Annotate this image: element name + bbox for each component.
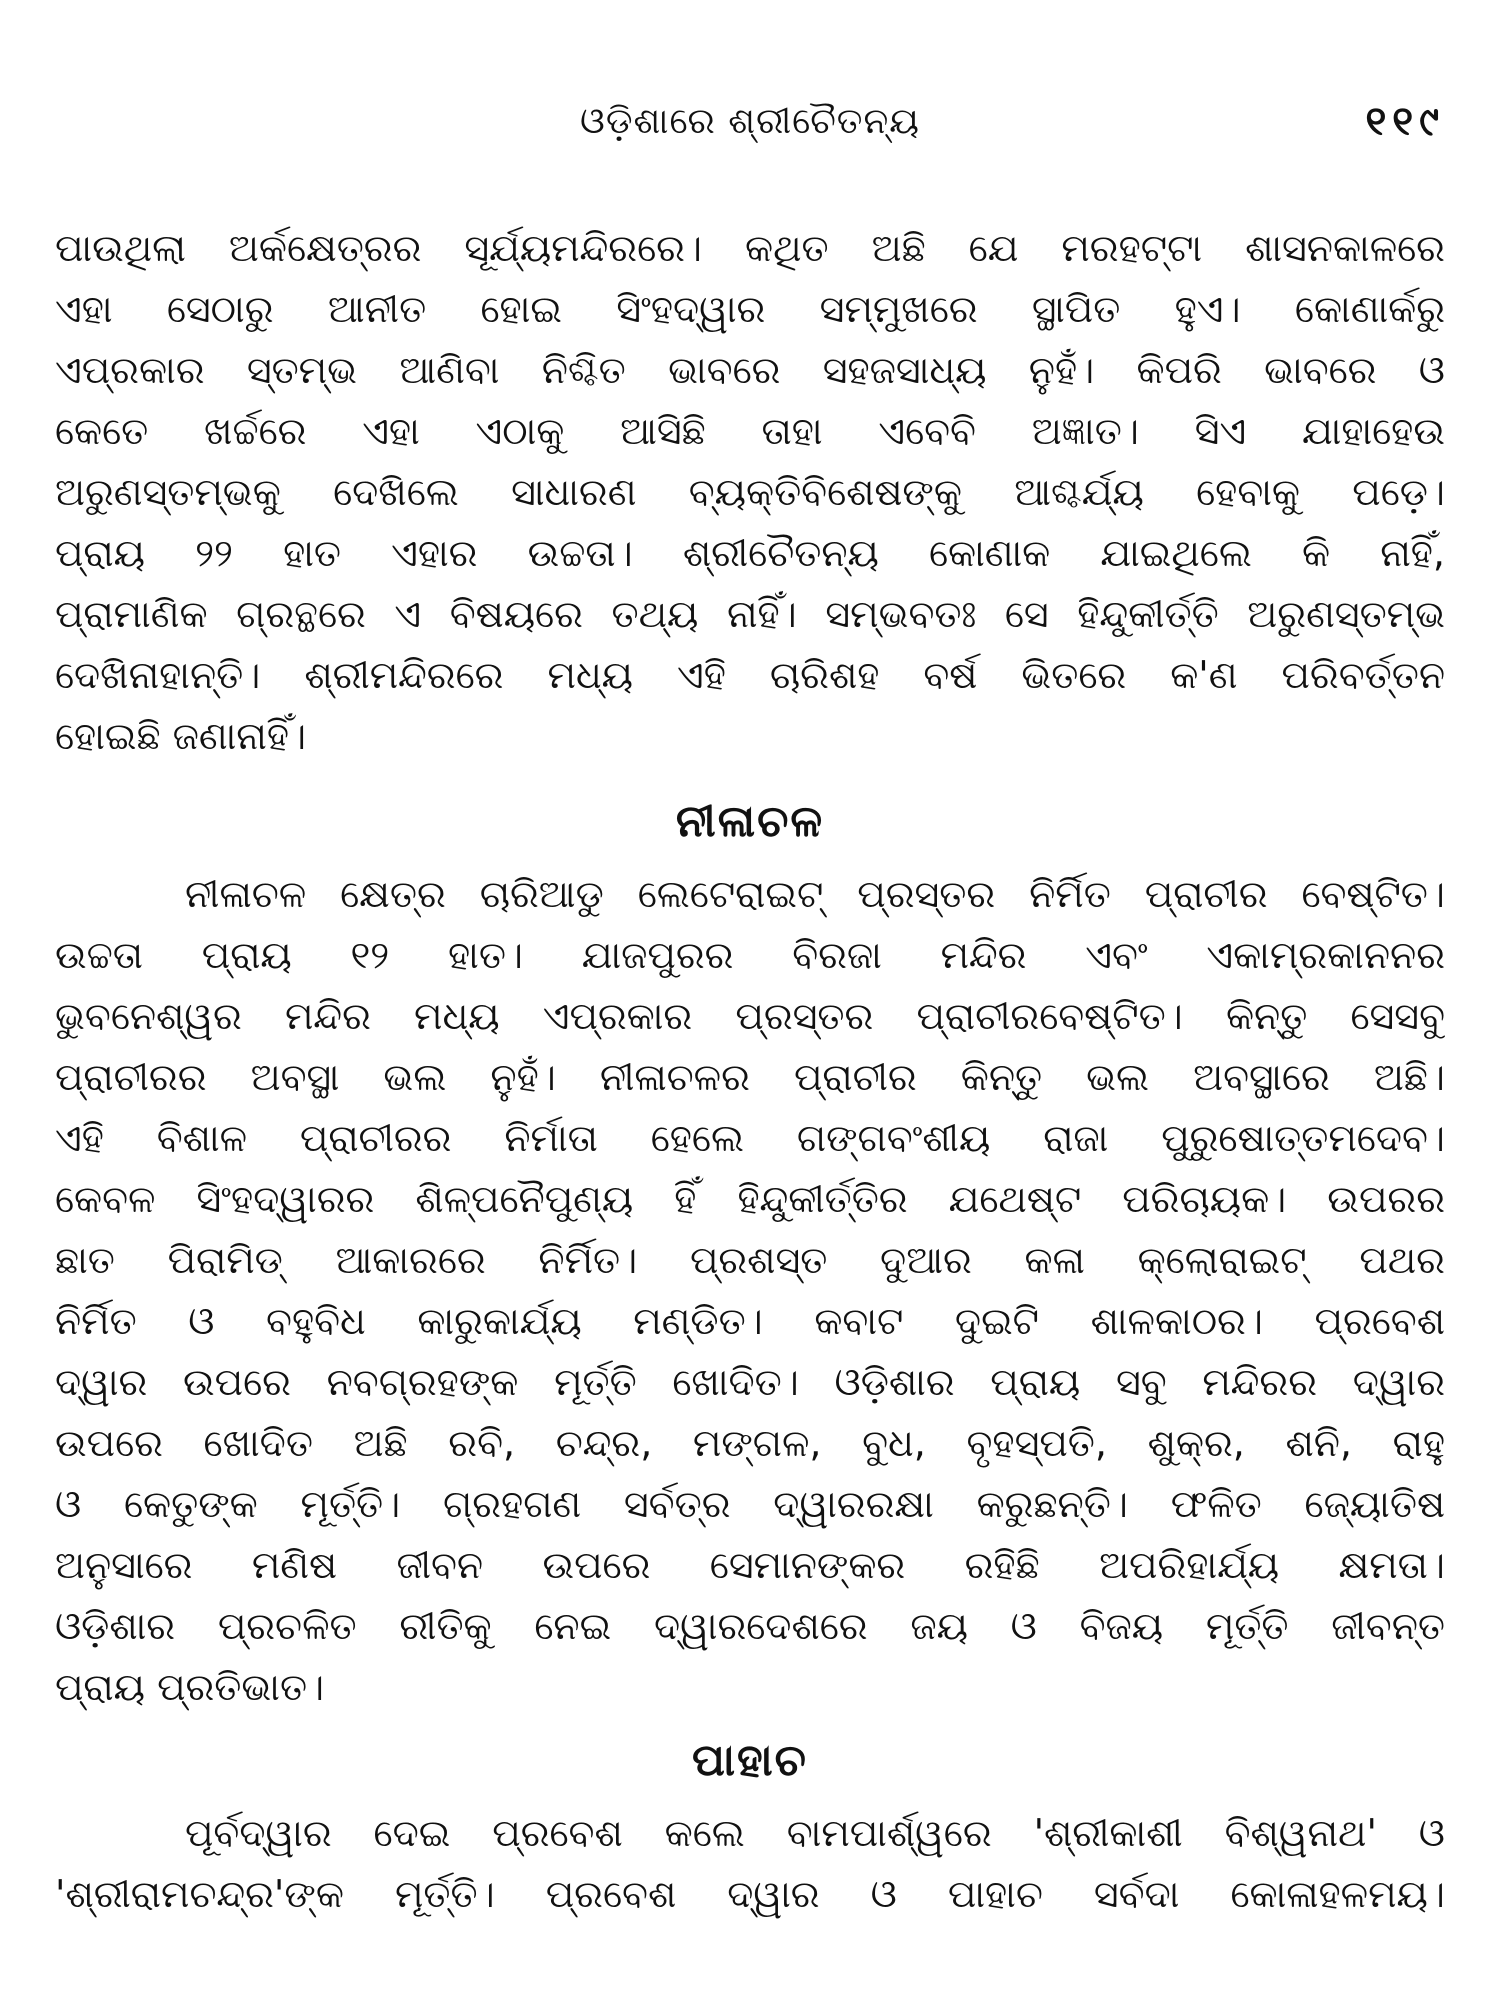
text-line: ନିର୍ମିତ ଓ ବହୁବିଧ କାରୁକାର୍ଯ୍ୟ ମଣ୍ଡିତ। କବାଟ ଦୁଇଟି ଶାଳକାଠର। ପ୍ରବେଶ: [55, 1299, 1445, 1343]
text-line: ଓଡ଼ିଶାର ପ୍ରଚଳିତ ରୀତିକୁ ନେଇ ଦ୍ୱାରଦେଶରେ ଜୟ ଓ ବିଜୟ ମୂର୍ତ୍ତି ଜୀବନ୍ତ: [55, 1604, 1445, 1648]
text-line: ଅରୁଣସ୍ତମ୍ଭକୁ ଦେଖିଲେ ସାଧାରଣ ବ୍ୟକ୍ତିବିଶେଷଙ୍କୁ ଆଶ୍ଚର୍ଯ୍ୟ ହେବାକୁ ପଡ଼େ।: [55, 470, 1445, 514]
text-line: 'ଶ୍ରୀରାମଚନ୍ଦ୍ର'ଙ୍କ ମୂର୍ତ୍ତି। ପ୍ରବେଶ ଦ୍ୱାର ଓ ପାହାଚ ସର୍ବଦା କୋଳାହଳମୟ।: [55, 1872, 1445, 1916]
section-heading-pahacha: ପାହାଚ: [692, 1735, 808, 1786]
text-line: ଉଚ୍ଚତା ପ୍ରାୟ ୧୨ ହାତ। ଯାଜପୁରର ବିରଜା ମନ୍ଦିର ଏବଂ ଏକାମ୍ରକାନନର: [55, 933, 1445, 977]
paragraph-pahacha: [55, 1803, 1445, 1925]
text-line: ପାଉଥିଲା ଅର୍କକ୍ଷେତ୍ରର ସୂର୍ଯ୍ୟମନ୍ଦିରରେ। କଥିତ ଅଛି ଯେ ମରହଟ୍ଟା ଶାସନକାଳରେ: [55, 226, 1445, 270]
text-line: ନୀଳାଚଳ କ୍ଷେତ୍ର ଚାରିଆଡୁ ଲେଟେରାଇଟ୍ ପ୍ରସ୍ତର ନିର୍ମିତ ପ୍ରାଚୀର ବେଷ୍ଟିତ।: [185, 872, 1445, 916]
text-line: ଓ କେତୁଙ୍କ ମୂର୍ତ୍ତି। ଗ୍ରହଗଣ ସର୍ବତ୍ର ଦ୍ୱାରରକ୍ଷା କରୁଛନ୍ତି। ଫଳିତ ଜ୍ୟୋତିଷ: [55, 1482, 1445, 1526]
text-line: ଏହି ବିଶାଳ ପ୍ରାଚୀରର ନିର୍ମାତା ହେଲେ ଗଙ୍ଗବଂଶୀୟ ରାଜା ପୁରୁଷୋତ୍ତମଦେବ।: [55, 1116, 1445, 1160]
text-line: ପ୍ରାମାଣିକ ଗ୍ରନ୍ଥରେ ଏ ବିଷୟରେ ତଥ୍ୟ ନାହିଁ। ସମ୍ଭବତଃ ସେ ହିନ୍ଦୁକୀର୍ତ୍ତି ଅରୁଣସ୍ତମ୍ଭ: [55, 592, 1445, 636]
text-line: ଉପରେ ଖୋଦିତ ଅଛି ରବି, ଚନ୍ଦ୍ର, ମଙ୍ଗଳ, ବୁଧ, ବୃହସ୍ପତି, ଶୁକ୍ର, ଶନି, ରାହୁ: [55, 1421, 1445, 1465]
running-head: [55, 92, 1445, 152]
book-page: [55, 0, 1445, 2000]
page-number: ୧୧୯: [1365, 99, 1445, 145]
text-line: ପ୍ରାଚୀରର ଅବସ୍ଥା ଭଲ ନୁହଁ। ନୀଳାଚଳର ପ୍ରାଚୀର କିନ୍ତୁ ଭଲ ଅବସ୍ଥାରେ ଅଛି।: [55, 1055, 1445, 1099]
text-line: କେବଳ ସିଂହଦ୍ୱାରର ଶିଳ୍ପନୈପୁଣ୍ୟ ହିଁ ହିନ୍ଦୁକୀର୍ତ୍ତିର ଯଥେଷ୍ଟ ପରିଚାୟକ। ଉପରର: [55, 1177, 1445, 1221]
text-line: ଅନୁସାରେ ମଣିଷ ଜୀବନ ଉପରେ ସେମାନଙ୍କର ରହିଛି ଅପରିହାର୍ଯ୍ୟ କ୍ଷମତା।: [55, 1543, 1445, 1587]
text-line: ଏପ୍ରକାର ସ୍ତମ୍ଭ ଆଣିବା ନିଶ୍ଚିତ ଭାବରେ ସହଜସାଧ୍ୟ ନୁହଁ। କିପରି ଭାବରେ ଓ: [55, 348, 1445, 392]
text-line: ହୋଇଛି ଜଣାନାହିଁ।: [55, 714, 307, 758]
text-line: ପ୍ରାୟ ୨୨ ହାତ ଏହାର ଉଚ୍ଚତା। ଶ୍ରୀଚୈତନ୍ୟ କୋଣାକ ଯାଇଥିଲେ କି ନାହିଁ,: [55, 531, 1445, 575]
text-line: ପୂର୍ବଦ୍ୱାର ଦେଇ ପ୍ରବେଶ କଲେ ବାମପାର୍ଶ୍ୱରେ 'ଶ୍ରୀକାଶୀ ବିଶ୍ୱନାଥ' ଓ: [185, 1811, 1445, 1855]
paragraph-arunastambha: [55, 218, 1445, 767]
text-line: ଦ୍ୱାର ଉପରେ ନବଗ୍ରହଙ୍କ ମୂର୍ତ୍ତି ଖୋଦିତ। ଓଡ଼ିଶାର ପ୍ରାୟ ସବୁ ମନ୍ଦିରର ଦ୍ୱାର: [55, 1360, 1445, 1404]
text-line: ଦେଖିନାହାନ୍ତି। ଶ୍ରୀମନ୍ଦିରରେ ମଧ୍ୟ ଏହି ଚାରିଶହ ବର୍ଷ ଭିତରେ କ'ଣ ପରିବର୍ତ୍ତନ: [55, 653, 1445, 697]
paragraph-nilachala: [55, 864, 1445, 1718]
running-title: ଓଡ଼ିଶାରେ ଶ୍ରୀଚୈତନ୍ୟ: [580, 101, 920, 142]
text-line: କେତେ ଖର୍ଚ୍ଚରେ ଏହା ଏଠାକୁ ଆସିଛି ତାହା ଏବେବି ଅଜ୍ଞାତ। ସିଏ ଯାହାହେଉ: [55, 409, 1445, 453]
section-heading-nilachala: ନୀଳାଚଳ: [675, 796, 825, 847]
body-text: [55, 218, 1445, 1925]
text-line: ଭୁବନେଶ୍ୱର ମନ୍ଦିର ମଧ୍ୟ ଏପ୍ରକାର ପ୍ରସ୍ତର ପ୍ରାଚୀରବେଷ୍ଟିତ। କିନ୍ତୁ ସେସବୁ: [55, 994, 1445, 1038]
text-line: ଏହା ସେଠାରୁ ଆନୀତ ହୋଇ ସିଂହଦ୍ୱାର ସମ୍ମୁଖରେ ସ୍ଥାପିତ ହୁଏ। କୋଣାର୍କରୁ: [55, 287, 1445, 331]
text-line: ପ୍ରାୟ ପ୍ରତିଭାତ।: [55, 1665, 325, 1709]
text-line: ଛାତ ପିରାମିଡ୍ ଆକାରରେ ନିର୍ମିତ। ପ୍ରଶସ୍ତ ଦୁଆର କଳା କ୍ଲୋରାଇଟ୍ ପଥର: [55, 1238, 1445, 1282]
